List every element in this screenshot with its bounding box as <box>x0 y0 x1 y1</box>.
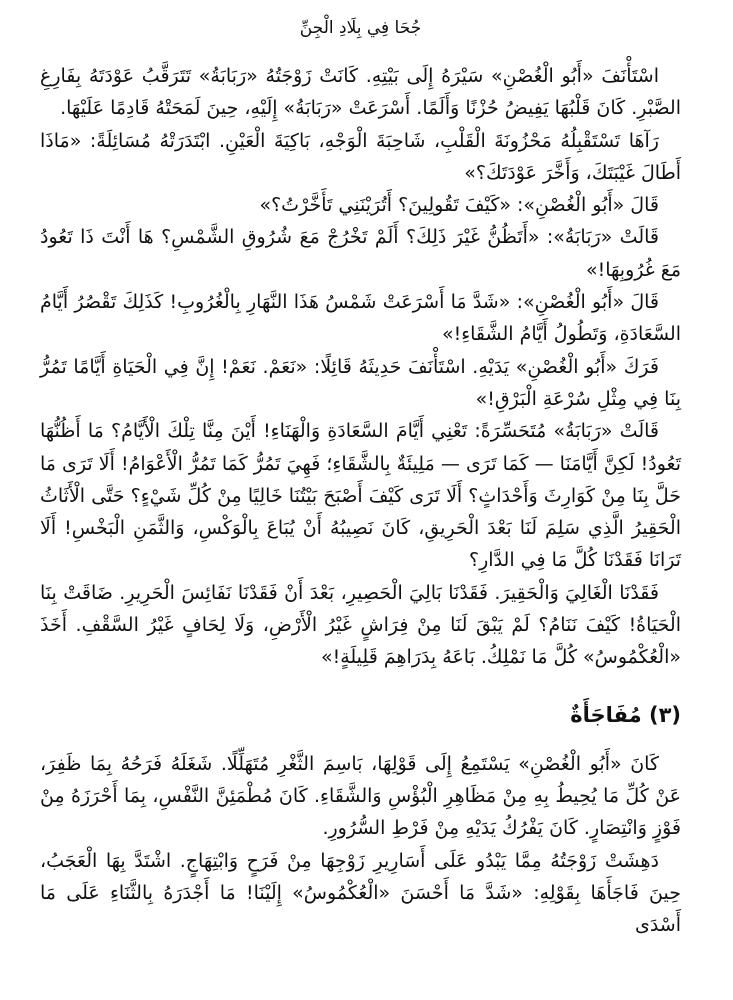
paragraph: اسْتَأْنَفَ «أَبُو الْغُصْنِ» سَيْرَهُ إِلَى بَيْتِهِ. كَانَتْ زَوْجَتُهُ «رَبَابَةُ» تَتَرَقَّبُ عَوْدَتَهُ بِفَارِغِ الصَّبْرِ. كَانَ قَلْبُهَا يَفِيضُ حُزْنًا وَأَلَمًا. أَسْرَعَتْ «رَبَابَةُ» إِلَيْهِ، حِينَ لَمَحَتْهُ قَادِمًا عَلَيْهَا. <box>40 65 681 120</box>
paragraph: كَانَ «أَبُو الْغُصْنِ» يَسْتَمِعُ إِلَى قَوْلِهَا، بَاسِمَ الثَّغْرِ مُتَهَلِّلًا. شَغَلَهُ فَرَحُهُ بِمَا ظَفِرَ، عَنْ كُلِّ مَا يُحِيطُ بِهِ مِنْ مَظَاهِرِ الْبُؤْسِ وَالشَّقَاءِ. كَانَ مُطْمَئِنَّ النَّفْسِ، بِمَا أَحْرَزَهُ مِنْ فَوْزٍ وَانْتِصَارٍ. كَانَ يَفْرُكُ يَدَيْهِ مِنْ فَرْطِ السُّرُورِ. <box>40 752 681 840</box>
paragraph: قَالَتْ «رَبَابَةُ» مُتَحَسِّرَةً: تَعْنِي أَيَّامَ السَّعَادَةِ وَالْهَنَاءِ! أَيْنَ مِنَّا تِلْكَ الْأَيَّامُ؟ مَا أَظُنُّهَا تَعُودُ! لَكِنَّ أَيَّامَنَا — كَمَا تَرَى — مَلِيئَةٌ بِالشَّقَاءِ؛ فَهِيَ تَمُرُّ كَمَا تَمُرُّ الْأَعْوَامُ! أَلَا تَرَى مَا حَلَّ بِنَا مِنْ كَوَارِثَ وَأَحْدَاثٍ؟ أَلَا تَرَى كَيْفَ أَصْبَحَ بَيْتُنَا خَالِيًا مِنْ كُلِّ شَيْءٍ؟ حَتَّى الْأَثَاثُ الْحَقِيرُ الَّذِي سَلِمَ لَنَا بَعْدَ الْحَرِيقِ، كَانَ نَصِيبُهُ أَنْ يُبَاعَ بِالْوَكْسِ، وَالثَّمَنِ الْبَخْسِ! أَلَا تَرَانَا فَقَدْنَا كُلَّ مَا فِي الدَّارِ؟ <box>40 420 681 572</box>
paragraph: قَالَ «أَبُو الْغُصْنِ»: «شَدَّ مَا أَسْرَعَتْ شَمْسُ هَذَا النَّهَارِ بِالْغُرُوبِ! كَذَلِكَ تَقْصُرُ أَيَّامُ السَّعَادَةِ، وَتَطُولُ أَيَّامُ الشَّقَاءِ!» <box>40 291 681 346</box>
paragraph: رَآهَا تَسْتَقْبِلُهُ مَحْزُونَةَ الْقَلْبِ، شَاحِبَةَ الْوَجْهِ، بَاكِيَةَ الْعَيْنِ. ابْتَدَرَتْهُ مُسَائِلَةً: «مَاذَا أَطَالَ غَيْبَتَكَ، وَأَخَّرَ عَوْدَتَكَ؟» <box>40 129 681 184</box>
running-title: جُحَا فِي بِلَادِ الْجِنِّ <box>299 18 422 38</box>
paragraph: فَقَدْنَا الْغَالِيَ وَالْحَقِيرَ. فَقَدْنَا بَالِيَ الْحَصِيرِ، بَعْدَ أَنْ فَقَدْنَا نَفَائِسَ الْحَرِيرِ. ضَاقَتْ بِنَا الْحَيَاةُ! كَيْفَ نَنَامُ؟ لَمْ يَبْقَ لَنَا مِنْ فِرَاشٍ غَيْرُ الْأَرْضِ، وَلَا لِحَافٍ غَيْرُ السَّقْفِ. أَخَذَ «الْعُكْمُوسُ» كُلَّ مَا نَمْلِكُ. بَاعَهُ بِدَرَاهِمَ قَلِيلَةٍ!» <box>40 581 681 669</box>
section-title: (٣) مُفَاجَأَةٌ <box>570 702 681 727</box>
paragraph: قَالَ «أَبُو الْغُصْنِ»: «كَيْفَ تَقُولِينَ؟ أَتُرَيْنَنِي تَأَخَّرْتُ؟» <box>259 194 659 217</box>
book-page <box>40 0 681 1000</box>
paragraph: دَهِشَتْ زَوْجَتُهُ مِمَّا يَبْدُو عَلَى أَسَارِيرِ زَوْجِهَا مِنْ فَرَحٍ وَابْتِهَاجٍ. اشْتَدَّ بِهَا الْعَجَبُ، حِينَ فَاجَأَهَا بِقَوْلِهِ: «شَدَّ مَا أَحْسَنَ «الْعُكْمُوسُ» إِلَيْنَا! مَا أَجْدَرَهُ بِالثَّنَاءِ عَلَى مَا أَسْدَى <box>40 849 681 937</box>
paragraph: قَالَتْ «رَبَابَةُ»: «أَتَظُنُّ غَيْرَ ذَلِكَ؟ أَلَمْ تَخْرُجْ مَعَ شُرُوقِ الشَّمْسِ؟ هَا أَنْتَ ذَا تَعُودُ مَعَ غُرُوبِهَا!» <box>40 226 681 281</box>
paragraph: فَرَكَ «أَبُو الْغُصْنِ» يَدَيْهِ. اسْتَأْنَفَ حَدِيثَهُ قَائِلًا: «نَعَمْ. نَعَمْ! إِنَّ فِي الْحَيَاةِ أَيَّامًا تَمُرُّ بِنَا فِي مِثْلِ سُرْعَةِ الْبَرْقِ!» <box>40 355 681 410</box>
